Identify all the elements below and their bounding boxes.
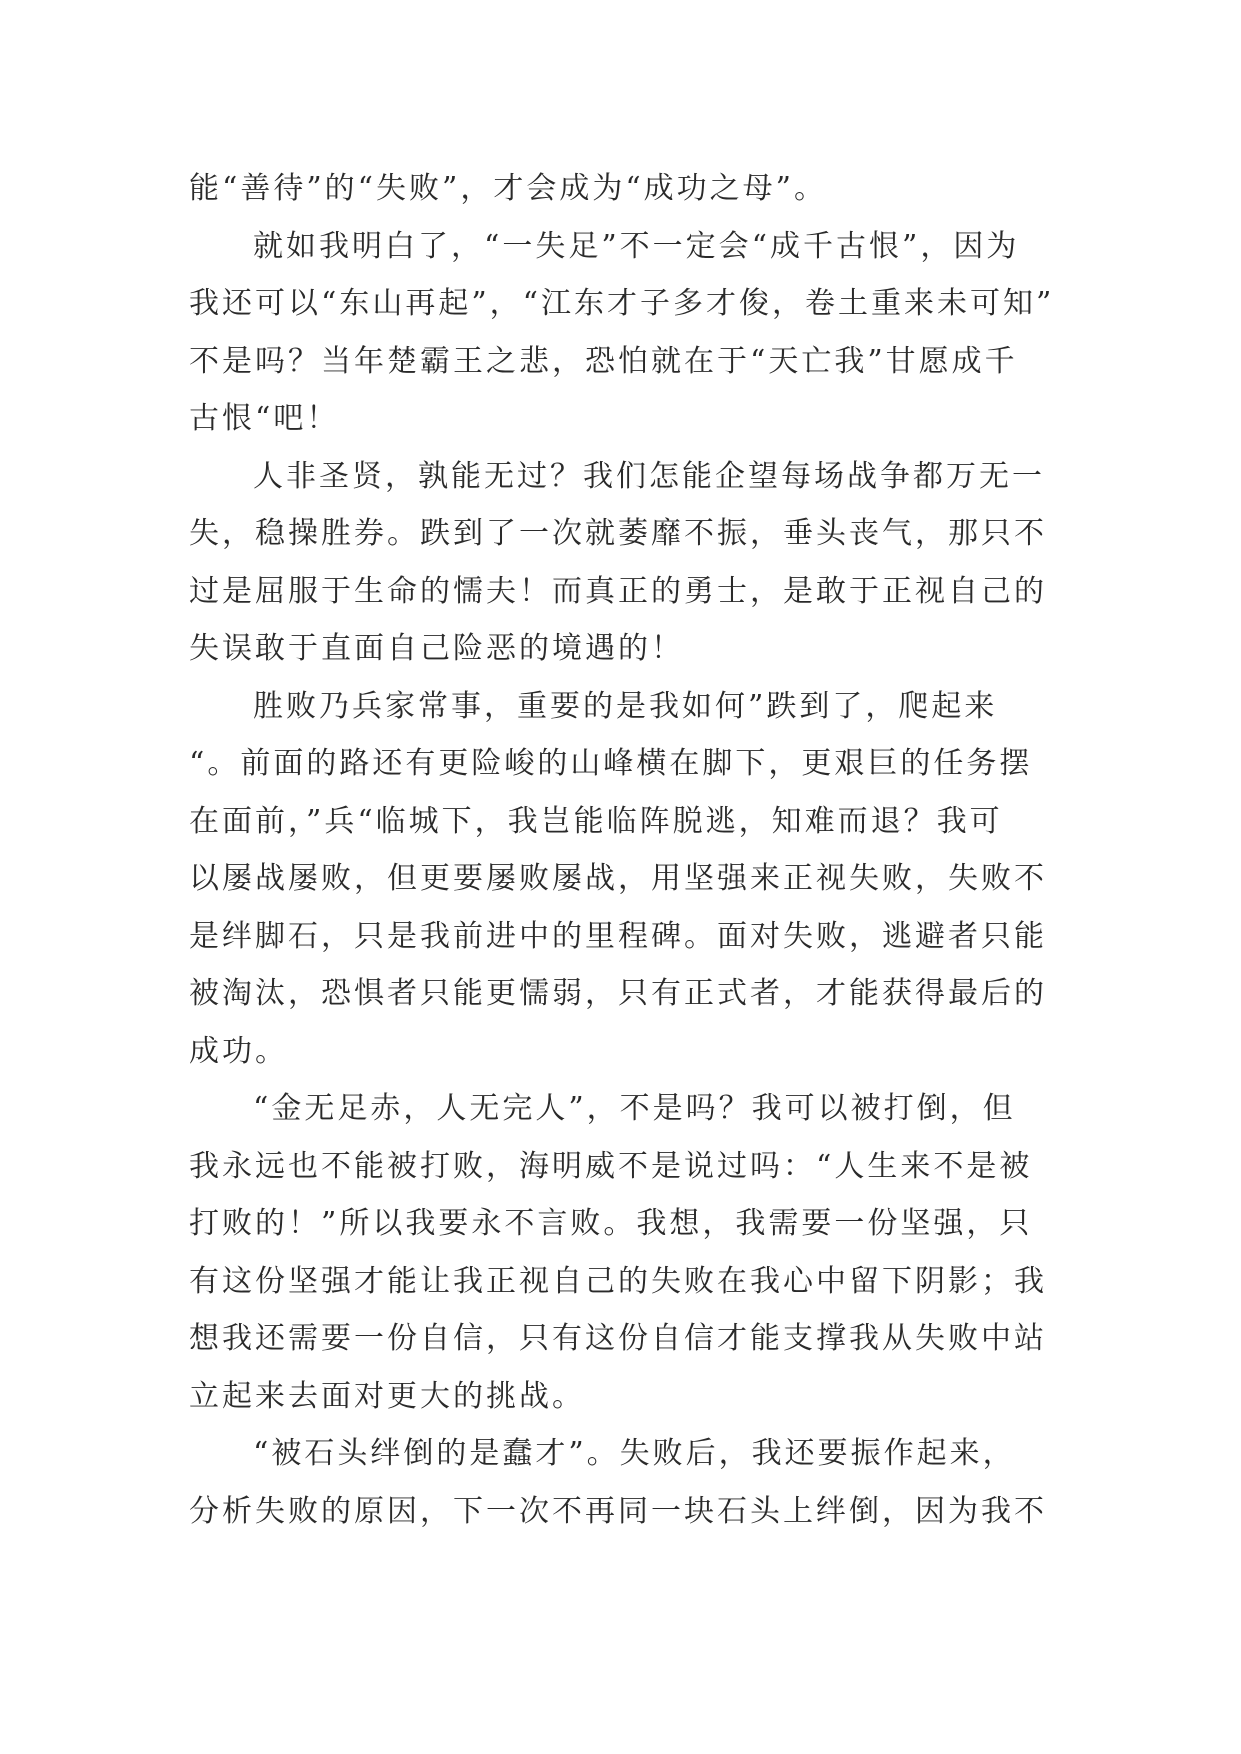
text-line: 胜败乃兵家常事，重要的是我如何”跌到了，爬起来 — [253, 688, 998, 724]
text-line: 不是吗？当年楚霸王之悲，恐怕就在于“天亡我”甘愿成千 — [189, 343, 1018, 379]
text-line: “。前面的路还有更险峻的山峰横在脚下，更艰巨的任务摆 — [189, 746, 1033, 781]
text-line: “被石头绊倒的是蠢才”。失败后，我还要振作起来， — [253, 1436, 1016, 1471]
text-line: 过是屈服于生命的懦夫！而真正的勇士，是敢于正视自己的 — [189, 573, 1047, 609]
text-line: 在面前，”兵“临城下，我岂能临阵脱逃，知难而退？我可 — [189, 803, 1003, 839]
text-line: 人非圣贤，孰能无过？我们怎能企望每场战争都万无一 — [253, 458, 1045, 494]
text-line: 成功。 — [189, 1033, 288, 1069]
text-line: 失，稳操胜券。跌到了一次就萎靡不振，垂头丧气，那只不 — [189, 516, 1047, 551]
text-line: 打败的！”所以我要永不言败。我想，我需要一份坚强，只 — [189, 1206, 1033, 1241]
text-line: 是绊脚石，只是我前进中的里程碑。面对失败，逃避者只能 — [189, 918, 1047, 954]
text-line: 被淘汰，恐惧者只能更懦弱，只有正式者，才能获得最后的 — [189, 976, 1047, 1011]
text-line: 我还可以“东山再起”，“江东才子多才俊，卷土重来未可知” — [189, 286, 1055, 321]
text-line: 能“善待”的“失败”，才会成为“成功之母”。 — [189, 171, 828, 206]
text-line: 我永远也不能被打败，海明威不是说过吗：“人生来不是被 — [189, 1148, 1033, 1184]
text-line: 以屡战屡败，但更要屡败屡战，用坚强来正视失败，失败不 — [189, 861, 1047, 896]
text-line: 立起来去面对更大的挑战。 — [189, 1378, 585, 1414]
text-line: 古恨“吧！ — [189, 401, 340, 436]
text-line: “金无足赤，人无完人”，不是吗？我可以被打倒，但 — [253, 1091, 1016, 1126]
document-body — [189, 160, 1057, 1540]
text-line: 就如我明白了，“一失足”不一定会“成千古恨”，因为 — [253, 228, 1020, 264]
text-line: 分析失败的原因，下一次不再同一块石头上绊倒，因为我不 — [189, 1493, 1047, 1529]
text-line: 失误敢于直面自己险恶的境遇的！ — [189, 631, 684, 666]
text-line: 有这份坚强才能让我正视自己的失败在我心中留下阴影；我 — [189, 1263, 1047, 1299]
text-line: 想我还需要一份自信，只有这份自信才能支撑我从失败中站 — [189, 1321, 1047, 1356]
